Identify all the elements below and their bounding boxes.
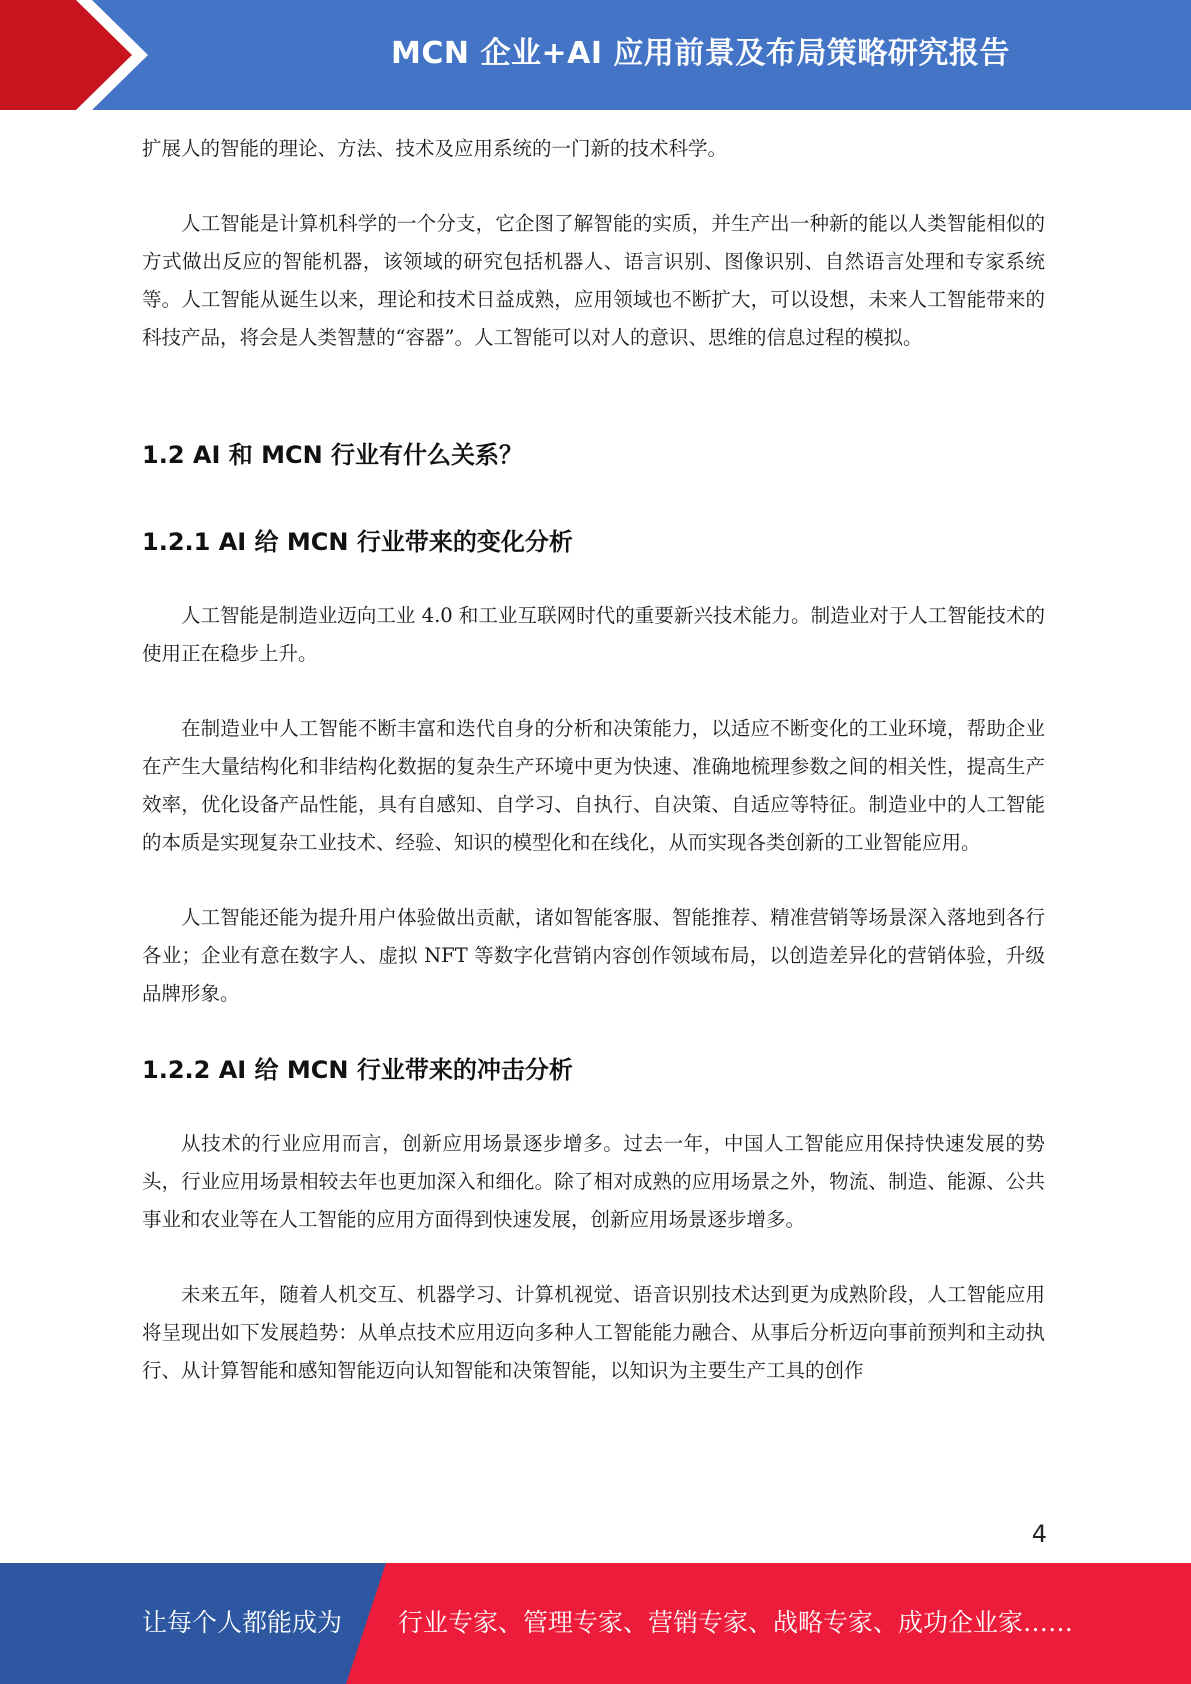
paragraph-user-experience: 人工智能还能为提升用户体验做出贡献，诸如智能客服、智能推荐、精准营销等场景深入落地到各行各业；企业有意在数字人、虚拟 NFT 等数字化营销内容创作领域布局，以创造差异化的营销体验，升级品牌形象。 <box>142 906 1045 1005</box>
page-number: 4 <box>1031 1520 1047 1548</box>
paragraph-manufacturing-ai: 在制造业中人工智能不断丰富和迭代自身的分析和决策能力，以适应不断变化的工业环境，帮助企业在产生大量结构化和非结构化数据的复杂生产环境中更为快速、准确地梳理参数之间的相关性，提高生产效率，优化设备产品性能，具有自感知、自学习、自执行、自决策、自适应等特征。制造业中的人工智能的本质是实现复杂工业技术、经验、知识的模型化和在线化，从而实现各类创新的工业智能应用。 <box>142 717 1045 854</box>
footer-slogan-left: 让每个人都能成为 <box>142 1608 343 1637</box>
paragraph-application-scenarios: 从技术的行业应用而言，创新应用场景逐步增多。过去一年，中国人工智能应用保持快速发展的势头，行业应用场景相较去年也更加深入和细化。除了相对成熟的应用场景之外，物流、制造、能源、公共事业和农业等在人工智能的应用方面得到快速发展，创新应用场景逐步增多。 <box>142 1132 1045 1231</box>
section-heading-1-2-2: 1.2.2 AI 给 MCN 行业带来的冲击分析 <box>142 1056 573 1084</box>
paragraph-continuation: 扩展人的智能的理论、方法、技术及应用系统的一门新的技术科学。 <box>142 137 728 160</box>
footer-slogan-right: 行业专家、管理专家、营销专家、战略专家、成功企业家…… <box>398 1608 1074 1637</box>
report-title: MCN 企业+AI 应用前景及布局策略研究报告 <box>391 36 1010 71</box>
page-header <box>0 0 1191 110</box>
page-content <box>142 130 1045 1427</box>
paragraph-ai-definition: 人工智能是计算机科学的一个分支，它企图了解智能的实质，并生产出一种新的能以人类智能相似的方式做出反应的智能机器，该领域的研究包括机器人、语言识别、图像识别、自然语言处理和专家系统等。人工智能从诞生以来，理论和技术日益成熟，应用领域也不断扩大，可以设想，未来人工智能带来的科技产品，将会是人类智慧的“容器”。人工智能可以对人的意识、思维的信息过程的模拟。 <box>142 212 1045 349</box>
header-chevron-decoration <box>0 0 160 110</box>
paragraph-five-year-trends: 未来五年，随着人机交互、机器学习、计算机视觉、语音识别技术达到更为成熟阶段，人工智能应用将呈现出如下发展趋势：从单点技术应用迈向多种人工智能能力融合、从事后分析迈向事前预判和主动执行、从计算智能和感知智能迈向认知智能和决策智能，以知识为主要生产工具的创作 <box>142 1283 1045 1382</box>
section-heading-1-2: 1.2 AI 和 MCN 行业有什么关系？ <box>142 441 524 469</box>
paragraph-industry-4: 人工智能是制造业迈向工业 4.0 和工业互联网时代的重要新兴技术能力。制造业对于人工智能技术的使用正在稳步上升。 <box>142 604 1045 665</box>
section-heading-1-2-1: 1.2.1 AI 给 MCN 行业带来的变化分析 <box>142 528 573 556</box>
page-footer <box>0 1563 1191 1684</box>
